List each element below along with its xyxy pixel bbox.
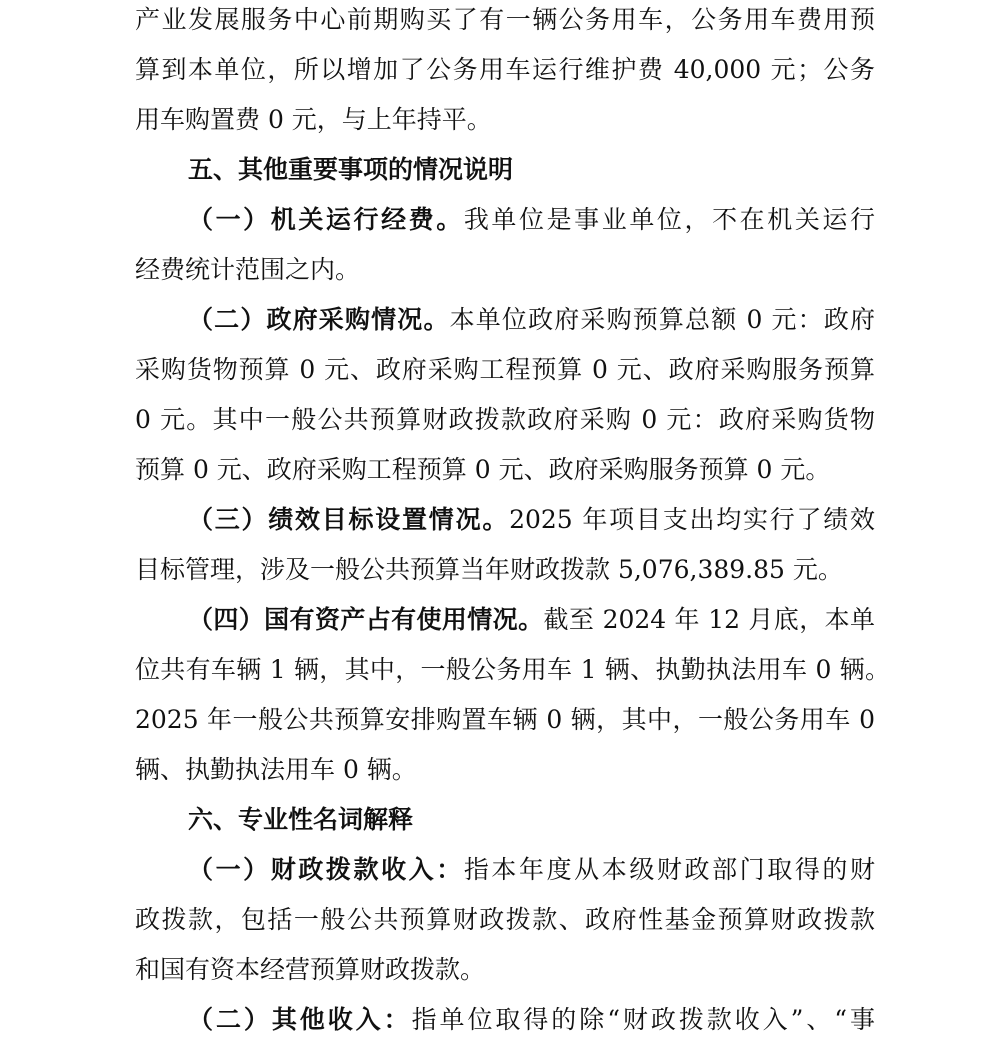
paragraph-line: 产业发展服务中心前期购买了有一辆公务用车，公务用车费用预: [135, 5, 875, 34]
paragraph-line: [188, 600, 875, 640]
item-text: 指单位取得的除“财政拨款收入”、“事: [411, 1005, 875, 1034]
item-text: 2025 年项目支出均实行了绩效: [509, 505, 875, 534]
section-heading: 六、专业性名词解释: [188, 805, 414, 834]
paragraph-line: 预算 0 元、政府采购工程预算 0 元、政府采购服务预算 0 元。: [135, 455, 831, 484]
item-text: 我单位是事业单位，不在机关运行: [463, 205, 875, 234]
paragraph-line: 政拨款，包括一般公共预算财政拨款、政府性基金预算财政拨款: [135, 905, 875, 934]
item-lead: （三）绩效目标设置情况。: [188, 505, 510, 534]
item-text: 指本年度从本级财政部门取得的财: [463, 855, 875, 884]
paragraph-line: 目标管理，涉及一般公共预算当年财政拨款 5,076,389.85 元。: [135, 555, 843, 584]
item-text: 截至 2024 年 12 月底，本单: [543, 605, 875, 634]
paragraph-line: [188, 200, 875, 240]
item-lead: （一）机关运行经费。: [188, 205, 464, 234]
item-lead: （二）政府采购情况。: [188, 305, 450, 334]
paragraph-line: 2025 年一般公共预算安排购置车辆 0 辆，其中，一般公务用车 0: [135, 705, 875, 734]
paragraph-line: [188, 500, 875, 540]
paragraph-line: 位共有车辆 1 辆，其中，一般公务用车 1 辆、执勤执法用车 0 辆。: [135, 655, 890, 684]
item-lead: （四）国有资产占有使用情况。: [188, 605, 544, 634]
item-text: 本单位政府采购预算总额 0 元：政府: [449, 305, 875, 334]
paragraph-line: 辆、执勤执法用车 0 辆。: [135, 755, 417, 784]
paragraph-line: 用车购置费 0 元，与上年持平。: [135, 105, 492, 134]
paragraph-line: 和国有资本经营预算财政拨款。: [135, 955, 486, 984]
section-heading: 五、其他重要事项的情况说明: [188, 155, 514, 184]
item-lead: （一）财政拨款收入：: [188, 855, 464, 884]
paragraph-line: [188, 1000, 875, 1040]
item-lead: （二）其他收入：: [188, 1005, 412, 1034]
paragraph-line: [188, 300, 875, 340]
paragraph-line: 采购货物预算 0 元、政府采购工程预算 0 元、政府采购服务预算: [135, 355, 875, 384]
paragraph-line: 0 元。其中一般公共预算财政拨款政府采购 0 元：政府采购货物: [135, 405, 875, 434]
paragraph-line: [188, 850, 875, 890]
paragraph-line: 算到本单位，所以增加了公务用车运行维护费 40,000 元；公务: [135, 55, 875, 84]
paragraph-line: 经费统计范围之内。: [135, 255, 361, 284]
